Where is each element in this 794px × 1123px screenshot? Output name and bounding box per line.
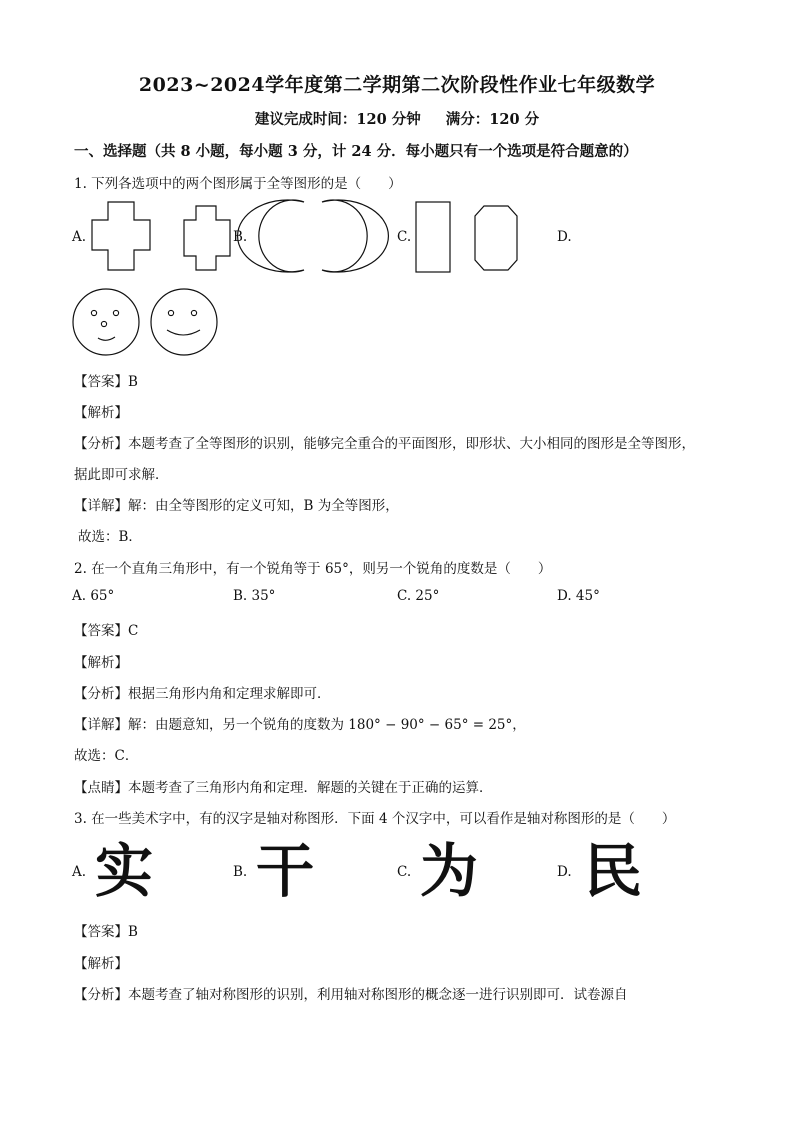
q3-option-b-label: B. bbox=[233, 864, 248, 880]
exam-info bbox=[0, 108, 794, 129]
crescent-left bbox=[238, 200, 304, 272]
q2-stem: 2. 在一个直角三角形中，有一个锐角等于 65°，则另一个锐角的度数是（ ） bbox=[74, 561, 552, 577]
q1-option-b-figure bbox=[252, 200, 376, 276]
q3-answer: 【答案】B bbox=[74, 924, 138, 940]
face-right bbox=[151, 289, 217, 355]
q3-option-a-char: 实 bbox=[95, 837, 154, 905]
q2-option-a: A. 65° bbox=[72, 588, 115, 604]
q1-answer: 【答案】B bbox=[74, 374, 138, 390]
q3-fenxi: 【分析】本题考查了轴对称图形的识别，利用轴对称图形的概念逐一进行识别即可．试卷源自 bbox=[74, 987, 628, 1003]
rectangle-shape bbox=[416, 202, 450, 272]
q2-fenxi: 【分析】根据三角形内角和定理求解即可． bbox=[74, 686, 331, 702]
q2-dianjing: 【点睛】本题考查了三角形内角和定理．解题的关键在于正确的运算． bbox=[74, 780, 493, 796]
cross-shape-left bbox=[92, 202, 150, 270]
q1-option-d-figure bbox=[70, 288, 226, 358]
q1-option-c-figure bbox=[414, 200, 524, 276]
q2-option-d: D. 45° bbox=[557, 588, 600, 604]
q1-option-a-label: A. bbox=[72, 229, 87, 245]
q1-option-a-figure bbox=[92, 200, 242, 276]
q3-option-d-char: 民 bbox=[584, 837, 643, 905]
q3-option-c-char: 为 bbox=[420, 837, 479, 905]
q3-option-d-label: D. bbox=[557, 864, 572, 880]
q2-xiangjie: 【详解】解：由题意知，另一个锐角的度数为 180° − 90° − 65° = 25°， bbox=[74, 717, 526, 733]
cross-shape-right bbox=[184, 206, 230, 270]
q3-stem: 3. 在一些美术字中，有的汉字是轴对称图形．下面 4 个汉字中，可以看作是轴对称图形的是（ ） bbox=[74, 811, 676, 827]
q2-guxuan: 故选：C． bbox=[74, 748, 139, 764]
q3-option-b-char: 干 bbox=[256, 837, 315, 905]
q1-stem: 1. 下列各选项中的两个图形属于全等图形的是（ ） bbox=[74, 176, 402, 192]
page-title: 2023~2024学年度第二学期第二次阶段性作业七年级数学 bbox=[138, 74, 656, 96]
q1-guxuan: 故选：B． bbox=[78, 529, 142, 545]
q2-answer: 【答案】C bbox=[74, 623, 139, 639]
q1-fenxi-line2: 据此即可求解． bbox=[74, 467, 169, 483]
q1-option-b-label: B. bbox=[233, 229, 248, 245]
q1-option-d-label: D. bbox=[557, 229, 572, 245]
crescent-right bbox=[322, 200, 388, 272]
time-info: 建议完成时间：120 分钟 bbox=[254, 111, 421, 128]
q3-jiexi: 【解析】 bbox=[74, 956, 128, 972]
q1-xiangjie: 【详解】解：由全等图形的定义可知，B 为全等图形， bbox=[74, 498, 399, 514]
q2-option-b: B. 35° bbox=[233, 588, 276, 604]
q3-option-c-label: C. bbox=[397, 864, 412, 880]
q2-jiexi: 【解析】 bbox=[74, 655, 128, 671]
q2-option-c: C. 25° bbox=[397, 588, 440, 604]
score-info: 满分：120 分 bbox=[445, 111, 540, 128]
q1-fenxi-line1: 【分析】本题考查了全等图形的识别，能够完全重合的平面图形，即形状、大小相同的图形是全等图形， bbox=[74, 436, 695, 452]
q1-jiexi: 【解析】 bbox=[74, 405, 128, 421]
octagon-shape bbox=[475, 206, 517, 270]
q3-option-a-label: A. bbox=[72, 864, 87, 880]
section-heading: 一、选择题（共 8 小题，每小题 3 分，计 24 分．每小题只有一个选项是符合题意的） bbox=[74, 143, 638, 160]
q1-option-c-label: C. bbox=[397, 229, 412, 245]
